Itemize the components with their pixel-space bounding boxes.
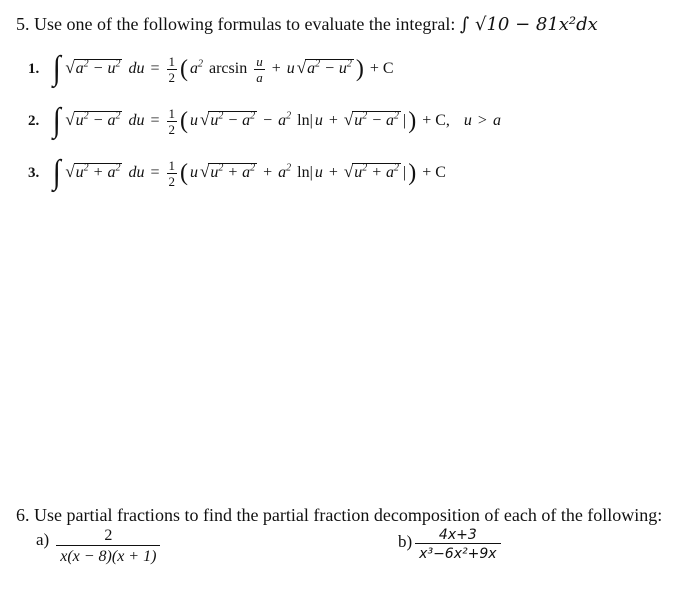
integral-sign: ∫ xyxy=(52,50,61,87)
problem-6b-fraction xyxy=(415,528,500,561)
problem-6a xyxy=(36,528,161,565)
formula-2: 2. ∫ √ $u^2 - a^2$ du = $\frac{1}{2}$ ( u √ $u^2 - a^2$ − $a^2$ ln| u + √ $u^2 - a^2$ | ) + C, u > a xyxy=(28,102,501,139)
formula-1-radical: √ $a^2 - u^2$ xyxy=(65,58,121,78)
question-5 xyxy=(16,14,598,35)
problem-6a-numerator: 2 xyxy=(104,527,113,544)
question-5-integral: ∫ √10 − 81x²dx xyxy=(459,14,598,35)
integral-sign: ∫ xyxy=(52,102,61,139)
problem-6a-label: a) xyxy=(36,529,50,549)
formula-2-label: 2. xyxy=(28,112,40,129)
problem-6b xyxy=(398,528,502,561)
problem-6b-numerator: 4x+3 xyxy=(438,527,477,543)
formula-1: 1. ∫ √ $a^2 - u^2$ du = $\frac{1}{2}$ ( $a^2$ arcsin $\frac{u}{a}$ + u √ $a^2 - u^2$ ) + C xyxy=(28,50,394,87)
integral-sign: ∫ xyxy=(52,154,61,191)
problem-6a-denominator: x(x − 8)(x + 1) xyxy=(56,545,160,565)
problem-6a-fraction xyxy=(56,528,160,565)
formula-1-label: 1. xyxy=(28,60,40,77)
formula-3-label: 3. xyxy=(28,164,40,181)
question-5-text: 5. Use one of the following formulas to evaluate the integral: xyxy=(16,14,460,34)
formula-1-coef: $\frac{1}{2}$ xyxy=(168,53,175,85)
problem-6b-label: b) xyxy=(398,531,413,551)
question-6-text: 6. Use partial fractions to find the partial fraction decomposition of each of the following: xyxy=(16,505,663,525)
formula-3: 3. ∫ √ $u^2 + a^2$ du = $\frac{1}{2}$ ( u √ $u^2 + a^2$ + $a^2$ ln| u + √ $u^2 + a^2$ | ) + C xyxy=(28,154,446,191)
problem-6b-denominator: x³−6x²+9x xyxy=(415,543,500,561)
